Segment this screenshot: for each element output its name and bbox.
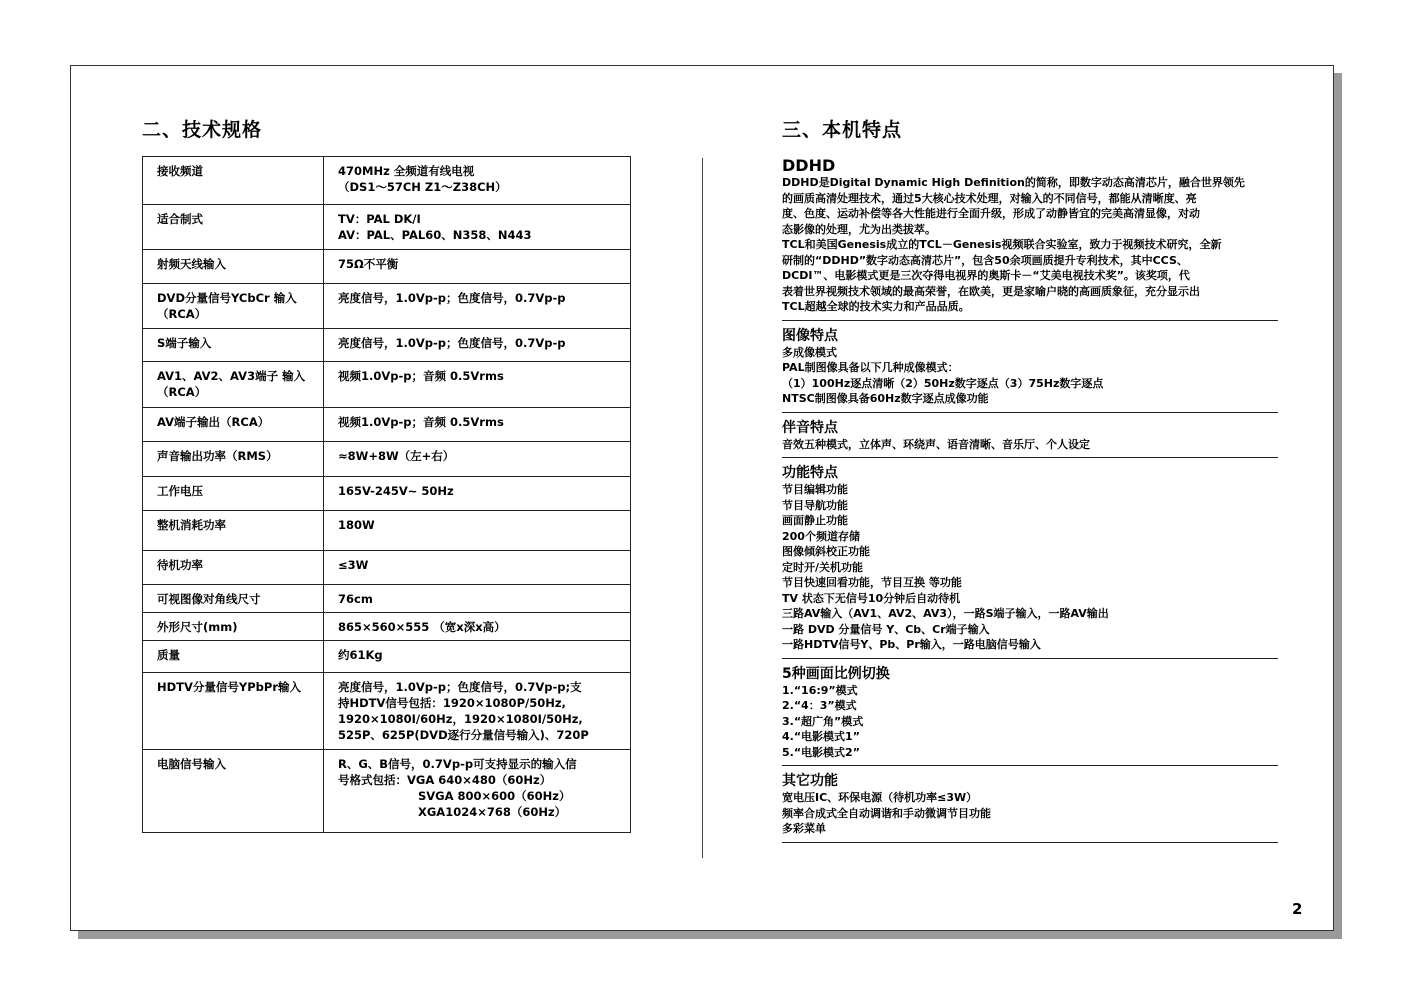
spec-label: 适合制式 [143, 205, 324, 250]
spec-value-line: 865×560×555 （宽x深x高） [338, 620, 506, 634]
spec-label: 工作电压 [143, 477, 324, 511]
ratio-lines [782, 683, 1278, 761]
text-line: PAL制图像具备以下几种成像模式： [782, 361, 959, 374]
spec-value-line: 亮度信号，1.0Vp-p；色度信号，0.7Vp-p;支 [338, 680, 582, 694]
text-line: 度、色度、运动补偿等各大性能进行全面升级，形成了动静皆宜的完美高清显像，对动 [782, 207, 1200, 220]
image-subheading: 多成像模式 [782, 345, 837, 359]
spec-value [324, 511, 631, 551]
spec-value-line: 165V-245V~ 50Hz [338, 484, 454, 498]
function-heading: 功能特点 [782, 465, 838, 481]
sound-heading: 伴音特点 [782, 419, 838, 436]
ddhd-heading: DDHD [782, 156, 836, 175]
text-line: 3.“超广角”模式 [782, 714, 864, 728]
spec-value [324, 157, 631, 205]
spec-value-line: 1920×1080I/60Hz，1920×1080I/50Hz, [338, 712, 583, 726]
spec-row [143, 551, 631, 585]
text-line: 一路 DVD 分量信号 Y、Cb、Cr端子输入 [782, 622, 990, 636]
text-line: DCDI™、电影模式更是三次夺得电视界的奥斯卡－“艾美电视技术奖”。该奖项，代 [782, 269, 1190, 282]
spec-row [143, 585, 631, 613]
spec-value [324, 329, 631, 362]
function-lines [782, 482, 1278, 653]
spec-table [142, 156, 631, 833]
spec-value [324, 408, 631, 442]
ddhd-text [782, 175, 1278, 315]
spec-value [324, 250, 631, 284]
spec-label: AV端子输出（RCA） [143, 408, 324, 442]
spec-row [143, 408, 631, 442]
spec-label: 声音输出功率（RMS） [143, 442, 324, 477]
ratio-block [782, 665, 1278, 767]
spec-label: 接收频道 [143, 157, 324, 205]
spec-value-line: 视频1.0Vp-p；音频 0.5Vrms [338, 415, 504, 429]
spec-value-line: XGA1024×768（60Hz） [418, 805, 567, 819]
text-line: 一路HDTV信号Y、Pb、Pr输入，一路电脑信号输入 [782, 638, 1041, 651]
spec-value-line: SVGA 800×600（60Hz） [418, 789, 571, 803]
spec-label: 射频天线输入 [143, 250, 324, 284]
text-line: 三路AV输入（AV1、AV2、AV3），一路S端子输入，一路AV输出 [782, 607, 1109, 620]
spec-label: AV1、AV2、AV3端子 输入（RCA） [143, 362, 324, 408]
text-line: 200个频道存储 [782, 529, 860, 543]
spec-value [324, 362, 631, 408]
text-line: 多彩菜单 [782, 822, 826, 835]
spec-value-line: 持HDTV信号包括：1920×1080P/50Hz, [338, 696, 566, 710]
spec-value-line: TV：PAL DK/I [338, 212, 421, 226]
spec-value-line: 亮度信号，1.0Vp-p；色度信号，0.7Vp-p [338, 336, 566, 350]
features-column [782, 155, 1278, 849]
spec-value [324, 585, 631, 613]
spec-value [324, 641, 631, 673]
spec-label: 电脑信号输入 [143, 750, 324, 833]
spec-row [143, 157, 631, 205]
spec-value [324, 673, 631, 750]
other-lines [782, 790, 1278, 837]
spec-value-line: 75Ω不平衡 [338, 257, 399, 271]
text-line: 2.“4：3”模式 [782, 699, 857, 712]
center-divider [702, 158, 703, 858]
text-line: DDHD是Digital Dynamic High Definition的简称，即数字动态高清芯片，融合世界领先 [782, 176, 1245, 189]
spec-section-title: 二、技术规格 [142, 119, 263, 141]
spec-value-line: 视频1.0Vp-p；音频 0.5Vrms [338, 369, 504, 383]
spec-value [324, 442, 631, 477]
spec-label: 整机消耗功率 [143, 511, 324, 551]
spec-value-line: 亮度信号，1.0Vp-p；色度信号，0.7Vp-p [338, 291, 566, 305]
spec-label: 外形尺寸(mm) [143, 613, 324, 641]
spec-value-line: 约61Kg [338, 648, 383, 662]
spec-value-line: ≈8W+8W（左+右） [338, 449, 455, 463]
text-line: 表着世界视频技术领域的最高荣誉，在欧美，更是家喻户晓的高画质象征，充分显示出 [782, 284, 1200, 298]
text-line: 1.“16:9”模式 [782, 683, 858, 697]
spec-label: 待机功率 [143, 551, 324, 585]
ddhd-block [782, 157, 1278, 321]
features-section-title: 三、本机特点 [782, 119, 903, 141]
text-line: TCL和美国Genesis成立的TCL－Genesis视频联合实验室，致力于视频技术研究，全新 [782, 238, 1222, 251]
text-line: 态影像的处理，尤为出类拔萃。 [782, 222, 936, 236]
spec-row [143, 362, 631, 408]
image-block [782, 327, 1278, 413]
text-line: 画面静止功能 [782, 514, 848, 527]
text-line: 的画质高清处理技术，通过5大核心技术处理，对输入的不同信号，都能从清晰度、亮 [782, 191, 1197, 205]
spec-row [143, 673, 631, 750]
spec-value [324, 750, 631, 833]
spec-row [143, 284, 631, 329]
spec-value-line: AV：PAL、PAL60、N358、N443 [338, 228, 532, 242]
text-line: 图像倾斜校正功能 [782, 545, 870, 558]
text-line: NTSC制图像具备60Hz数字逐点成像功能 [782, 392, 989, 405]
spec-row [143, 205, 631, 250]
ratio-heading: 5种画面比例切换 [782, 665, 890, 682]
image-lines [782, 360, 1278, 407]
spec-label: 可视图像对角线尺寸 [143, 585, 324, 613]
text-line: 5.“电影模式2” [782, 745, 860, 759]
spec-value-line: R、G、B信号，0.7Vp-p可支持显示的输入信 [338, 757, 577, 771]
text-line: 节目快速回看功能，节目互换 等功能 [782, 576, 962, 589]
spec-row [143, 442, 631, 477]
text-line: 音效五种模式，立体声、环绕声、语音清晰、音乐厅、个人设定 [782, 437, 1090, 451]
text-line: TV 状态下无信号10分钟后自动待机 [782, 591, 961, 605]
text-line: （1）100Hz逐点清晰（2）50Hz数字逐点（3）75Hz数字逐点 [782, 376, 1104, 390]
spec-value-line: 180W [338, 518, 375, 532]
spec-row [143, 511, 631, 551]
spec-row [143, 750, 631, 833]
spec-row [143, 477, 631, 511]
spec-value-line: 76cm [338, 592, 373, 606]
text-line: 研制的“DDHD”数字动态高清芯片”，包含50余项画质提升专利技术，其中CCS、 [782, 253, 1188, 267]
spec-value [324, 613, 631, 641]
spec-label: 质量 [143, 641, 324, 673]
spec-value [324, 284, 631, 329]
spec-label: S端子输入 [143, 329, 324, 362]
spec-row [143, 329, 631, 362]
spec-value-line: ≤3W [338, 558, 369, 572]
text-line: 定时开/关机功能 [782, 560, 864, 574]
spec-value-line: （DS1～57CH Z1～Z38CH） [338, 180, 507, 194]
spec-label: HDTV分量信号YPbPr输入 [143, 673, 324, 750]
text-line: 频率合成式全自动调谐和手动微调节目功能 [782, 806, 991, 820]
spec-value [324, 205, 631, 250]
text-line: 4.“电影模式1” [782, 730, 860, 743]
text-line: 宽电压IC、环保电源（待机功率≤3W） [782, 791, 978, 804]
page-number: 2 [1292, 900, 1303, 918]
spec-row [143, 641, 631, 673]
other-heading: 其它功能 [782, 773, 838, 789]
sound-lines [782, 437, 1278, 453]
image-heading: 图像特点 [782, 327, 838, 344]
text-line: 节目导航功能 [782, 498, 848, 512]
spec-value-line: 号格式包括：VGA 640×480（60Hz） [338, 773, 552, 787]
spec-value [324, 551, 631, 585]
spec-value [324, 477, 631, 511]
text-line: 节目编辑功能 [782, 483, 848, 496]
spec-value-line: 525P、625P(DVD逐行分量信号输入)、720P [338, 728, 589, 742]
function-block [782, 464, 1278, 659]
other-block [782, 772, 1278, 843]
spec-label: DVD分量信号YCbCr 输入（RCA） [143, 284, 324, 329]
spec-row [143, 250, 631, 284]
spec-row [143, 613, 631, 641]
spec-value-line: 470MHz 全频道有线电视 [338, 164, 475, 178]
sound-block [782, 419, 1278, 459]
text-line: TCL超越全球的技术实力和产品品质。 [782, 300, 970, 313]
